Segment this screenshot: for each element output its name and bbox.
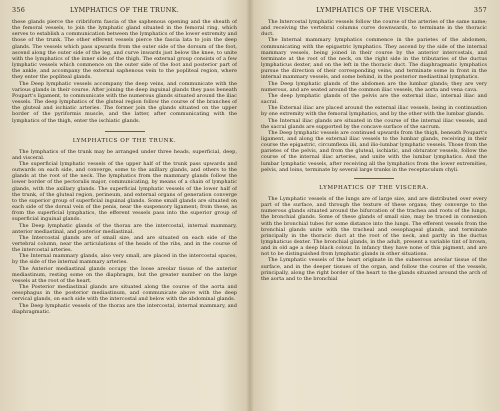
paragraph: The superficial lymphatic vessels of the upper half of the trunk pass upwards and outwards on each side, and converge, some to the axillary glands, and others to the glands at the root of the neck. The lymphatics from the mammary glands follow the lower border of the pectoralis major, communicating, by means of a chain of lymphatic glands, with the axillary glands. The superficial lymphatic vessels of the lower half of the trunk, of the gluteal region, perineum, and external organs of generation converge to the superior group of superficial inguinal glands. Some small glands are situated on each side of the dorsal vein of the penis, near the suspensory ligament; from these, as from the superficial lymphatics, the efferent vessels pass into the superior group of superficial inguinal glands. — [12, 160, 237, 223]
right-page-number: 357 — [473, 6, 487, 14]
paragraph: The Deep lymphatic glands of the thorax are the intercostal, internal mammary, anterior mediastinal, and posterior mediastinal. — [12, 222, 237, 235]
paragraph: The deep lymphatic glands of the pelvis are the external iliac, internal iliac and sacral. — [261, 92, 487, 106]
paragraph: The Deep lymphatic glands of the abdomen are the lumbar glands; they are very numerous, and are seated around the common iliac vessels, the aorta and vena cava. — [261, 80, 487, 93]
paragraph: The Internal mammary glands, also very small, are placed in the intercostal spaces, by the side of the internal mammary arteries. — [12, 253, 237, 266]
section-heading-viscera: LYMPHATICS OF THE VISCERA. — [319, 184, 429, 191]
left-running-title: LYMPHATICS OF THE TRUNK. — [69, 6, 180, 14]
paragraph: The Internal mammary lymphatics commence in the parietes of the abdomen, communicating with the epigastric lymphatics. They ascend by the side of the internal mammary vessels, being joined in their course by the anterior intercostals, and terminate at the root of the neck, on the right side in the tributaries of the ductus lymphaticus dexter, and on the left in the thoracic duct. The diaphragmatic lymphatics pursue the direction of their corresponding veins, and terminate some in front in the internal mammary vessels, and some behind, in the posterior mediastinal lymphatics. — [261, 37, 487, 81]
section-divider — [354, 178, 394, 179]
left-page-number: 356 — [12, 6, 26, 14]
paragraph: The Intercostal glands are of small size, and are situated on each side of the vertebral column, near the articulations of the heads of the ribs, and in the course of the intercostal arteries. — [12, 234, 237, 254]
paragraph: The Deep lymphatic vessels accompany the deep veins, and communicate with the various glands in their course. After joining the deep inguinal glands they pass beneath Poupart's ligament, to communicate with the numerous glands situated around the iliac vessels. The deep lymphatics of the gluteal region follow the course of the branches of the gluteal and ischiatic arteries. The former join the glands situated on the upper border of the pyriformis muscle, and the latter, after communicating with the lymphatics of the thigh, enter the ischiatic glands. — [12, 80, 237, 124]
paragraph: The Intercostal lymphatic vessels follow the course of the arteries of the same name; and receiving the vertebral columns curve downwards, to terminate in the thoracic duct. — [261, 19, 487, 38]
right-running-head — [261, 6, 487, 16]
left-body-bottom — [12, 149, 237, 315]
paragraph: The Lymphatic vessels of the heart originate in the subserous areolar tissue of the surface, and in the deeper tissues of the organ, and follow the course of the vessels, principally, along the right border of the heart to the glands situated around the arch of the aorta and to the bronchial — [261, 257, 487, 282]
right-body-bottom — [261, 196, 487, 282]
paragraph: The Internal iliac glands are situated in the course of the internal iliac vessels, and the sacral glands are supported by the concave surface of the sacrum. — [261, 117, 487, 130]
paragraph: The Deep lymphatic vessels of the thorax are the intercostal, internal mammary, and diaphragmatic. — [12, 302, 237, 315]
right-body-top — [261, 19, 487, 173]
section-heading-trunk: LYMPHATICS OF THE TRUNK. — [72, 137, 177, 144]
paragraph: The Posterior mediastinal glands are situated along the course of the aorta and oesophagus in the posterior mediastinum, and communicate above with the deep cervical glands, on each side with the intercostal and below with the abdominal glands. — [12, 284, 237, 303]
paragraph: these glands pierce the cribriform fascia of the saphenous opening and the sheath of the femoral vessels, to join the lymphatic gland situated in the femoral ring, which serves to establish a communication between the lymphatics of the lower extremity and those of the trunk. The other efferent vessels pierce the fascia lata to join the deep glands. The vessels which pass upwards from the outer side of the dorsum of the foot, ascend along the outer side of the leg, and curve inwards just below the knee, to unite with the lymphatics of the inner side of the thigh. The external group consists of a few lymphatic vessels which commence on the outer side of the foot and posterior part of the ankle, and accompany the external saphenous vein to the popliteal region, where they enter the popliteal glands. — [12, 19, 237, 81]
paragraph: The Deep lymphatic vessels are continued upwards from the thigh, beneath Poupart's ligament, and along the external iliac vessels to the lumbar glands, receiving in their course the epigastric, circumflexa ilii, and ilio-lumbar lymphatic vessels. Those from the parietes of the pelvis, and from the gluteal, ischiatic, and obturator vessels, follow the course of the internal iliac arteries, and unite with the lumbar lymphatics. And the lumbar lymphatic vessels, after receiving all the lymphatics from the lower extremities, pelvis, and loins, terminate by several large trunks in the receptaculum chyli. — [261, 129, 487, 173]
right-page — [261, 6, 487, 406]
paragraph: The Anterior mediastinal glands occupy the loose areolar tissue of the anterior mediastinum, resting some on the diaphragm, but the greater number on the large vessels at the root of the heart. — [12, 265, 237, 284]
section-divider — [105, 131, 145, 132]
paragraph: The Lymphatic vessels of the lungs are of large size, and are distributed over every part of the surface, and through the texture of these organs; they converge to the numerous glands situated around the bifurcation of the trachea and roots of the lungs, the bronchial glands. Some of these glands of small size, may be traced in connexion with the bronchial tubes for some distance into the lungs. The efferent vessels from the bronchial glands unite with the tracheal and oesophageal glands, and terminate principally in the thoracic duct at the root of the neck, and partly in the ductus lymphaticus dexter. The bronchial glands, in the adult, present a variable tint of brown, and in old age a deep black colour. In infancy they have none of this pigment, and are not to be distinguished from lymphatic glands in other situations. — [261, 195, 487, 258]
right-running-title: LYMPHATICS OF THE VISCERA. — [316, 6, 432, 14]
left-page — [12, 6, 237, 406]
left-running-head — [12, 6, 237, 16]
paragraph: The External iliac are placed around the external iliac vessels, being in continuation by one extremity with the femoral lymphatics, and by the other with the lumbar glands. — [261, 105, 487, 118]
paragraph: The lymphatics of the trunk may be arranged under three heads, superficial, deep, and visceral. — [12, 148, 237, 161]
left-body-top — [12, 19, 237, 124]
